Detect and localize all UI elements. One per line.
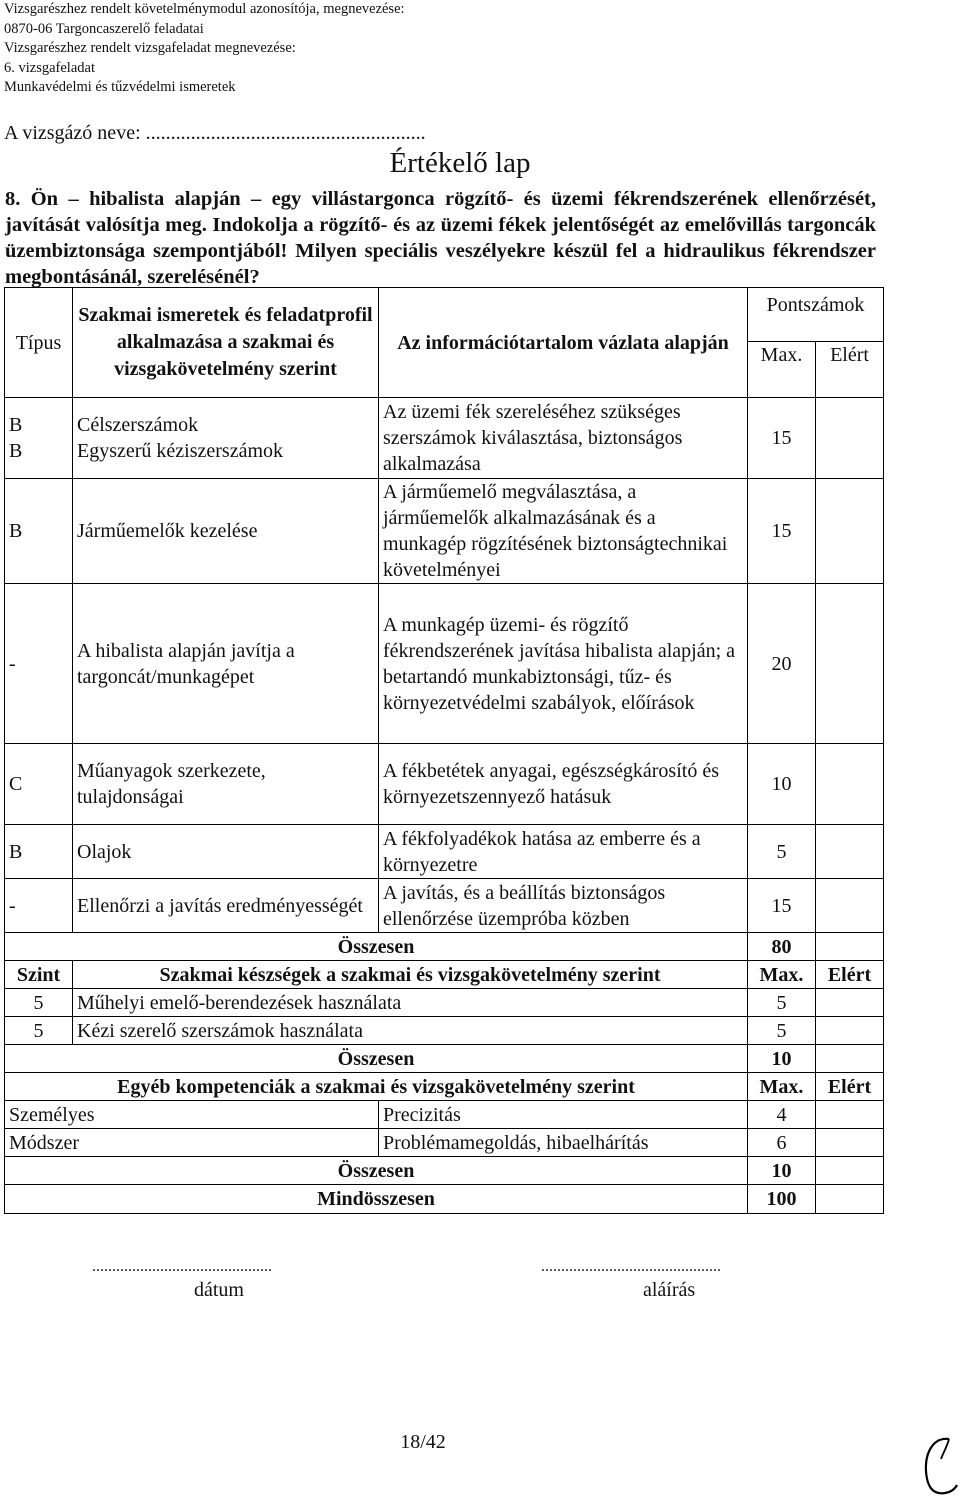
grand-total-max: 100 xyxy=(748,1185,816,1214)
skills-max-header: Max. xyxy=(748,961,816,989)
total-row xyxy=(5,1157,884,1185)
total-achieved[interactable] xyxy=(816,1157,884,1185)
row-max: 15 xyxy=(748,398,816,479)
skill-max: 5 xyxy=(748,1017,816,1045)
signature-dots: ............................................. xyxy=(541,1258,721,1275)
table-row xyxy=(5,584,884,744)
header-achieved: Elért xyxy=(816,342,884,398)
table-row xyxy=(5,479,884,584)
row-profile: A hibalista alapján javítja a targoncát/munkagépet xyxy=(73,584,379,744)
total-max: 10 xyxy=(748,1045,816,1073)
row-info: A munkagép üzemi- és rögzítő fékrendszerének javítása hibalista alapján; a betartandó munkabiztonsági, tűz- és környezetvédelmi szabályok, előírások xyxy=(379,584,748,744)
row-type: - xyxy=(5,879,73,933)
document-header xyxy=(4,0,405,98)
header-type: Típus xyxy=(5,288,73,398)
row-achieved[interactable] xyxy=(816,398,884,479)
page-title: Értékelő lap xyxy=(389,147,531,179)
candidate-name-line: A vizsgázó neve: ........................................................ xyxy=(4,122,426,144)
row-type: B B xyxy=(5,398,73,479)
row-info: A fékfolyadékok hatása az emberre és a környezetre xyxy=(379,825,748,879)
row-max: 5 xyxy=(748,825,816,879)
row-type: - xyxy=(5,584,73,744)
row-info: A javítás, és a beállítás biztonságos ellenőrzése üzempróba közben xyxy=(379,879,748,933)
row-achieved[interactable] xyxy=(816,584,884,744)
row-max: 20 xyxy=(748,584,816,744)
total-achieved[interactable] xyxy=(816,933,884,961)
skill-name: Kézi szerelő szerszámok használata xyxy=(73,1017,748,1045)
skill-achieved[interactable] xyxy=(816,1017,884,1045)
row-profile: Olajok xyxy=(73,825,379,879)
skill-level: 5 xyxy=(5,1017,73,1045)
header-points: Pontszámok xyxy=(748,288,884,342)
other-row xyxy=(5,1129,884,1157)
row-max: 15 xyxy=(748,479,816,584)
skill-row xyxy=(5,989,884,1017)
row-achieved[interactable] xyxy=(816,744,884,825)
skill-name: Műhelyi emelő-berendezések használata xyxy=(73,989,748,1017)
header-line: 0870-06 Targoncaszerelő feladatai xyxy=(4,20,204,37)
row-info: A járműemelő megválasztása, a járműemelők alkalmazásának és a munkagép rögzítésének biztonságtechnikai követelményei xyxy=(379,479,748,584)
other-name: Problémamegoldás, hibaelhárítás xyxy=(379,1129,748,1157)
grand-total-label: Mindösszesen xyxy=(5,1185,748,1214)
date-dots: ............................................. xyxy=(92,1258,272,1275)
other-max: 6 xyxy=(748,1129,816,1157)
other-achieved[interactable] xyxy=(816,1101,884,1129)
other-header-row xyxy=(5,1073,884,1101)
other-max: 4 xyxy=(748,1101,816,1129)
other-achieved-header: Elért xyxy=(816,1073,884,1101)
skills-header-row xyxy=(5,961,884,989)
row-profile: Ellenőrzi a javítás eredményességét xyxy=(73,879,379,933)
signature-label: aláírás xyxy=(643,1279,696,1301)
header-line: Vizsgarészhez rendelt vizsgafeladat megnevezése: xyxy=(4,40,296,56)
row-profile: Járműemelők kezelése xyxy=(73,479,379,584)
other-row xyxy=(5,1101,884,1129)
total-label: Összesen xyxy=(5,1157,748,1185)
row-profile: Műanyagok szerkezete, tulajdonságai xyxy=(73,744,379,825)
header-info: Az információtartalom vázlata alapján xyxy=(379,288,748,398)
header-line: 6. vizsgafeladat xyxy=(4,59,95,76)
row-achieved[interactable] xyxy=(816,879,884,933)
handwritten-initial xyxy=(919,1433,959,1501)
row-max: 10 xyxy=(748,744,816,825)
skill-max: 5 xyxy=(748,989,816,1017)
row-max: 15 xyxy=(748,879,816,933)
table-row xyxy=(5,398,884,479)
row-achieved[interactable] xyxy=(816,479,884,584)
skill-level: 5 xyxy=(5,989,73,1017)
skills-title: Szakmai készségek a szakmai és vizsgakövetelmény szerint xyxy=(73,961,748,989)
header-profile: Szakmai ismeretek és feladatprofil alkalmazása a szakmai és vizsgakövetelmény szerint xyxy=(73,288,379,398)
page-number: 18/42 xyxy=(400,1431,446,1453)
row-type: C xyxy=(5,744,73,825)
other-title: Egyéb kompetenciák a szakmai és vizsgakövetelmény szerint xyxy=(5,1073,748,1101)
total-row xyxy=(5,1045,884,1073)
skills-achieved-header: Elért xyxy=(816,961,884,989)
other-name: Precizitás xyxy=(379,1101,748,1129)
row-achieved[interactable] xyxy=(816,825,884,879)
grand-total-achieved[interactable] xyxy=(816,1185,884,1214)
grand-total-row xyxy=(5,1185,884,1214)
other-category: Módszer xyxy=(5,1129,379,1157)
header-line: Vizsgarészhez rendelt követelménymodul azonosítója, megnevezése: xyxy=(4,1,405,17)
total-row xyxy=(5,933,884,961)
other-max-header: Max. xyxy=(748,1073,816,1101)
other-category: Személyes xyxy=(5,1101,379,1129)
header-line: Munkavédelmi és tűzvédelmi ismeretek xyxy=(4,79,236,95)
total-max: 80 xyxy=(748,933,816,961)
total-label: Összesen xyxy=(5,933,748,961)
header-max: Max. xyxy=(748,342,816,398)
total-max: 10 xyxy=(748,1157,816,1185)
evaluation-table xyxy=(4,287,884,1214)
row-profile: Célszerszámok Egyszerű kéziszerszámok xyxy=(73,398,379,479)
row-type: B xyxy=(5,479,73,584)
skill-row xyxy=(5,1017,884,1045)
row-info: Az üzemi fék szereléséhez szükséges szerszámok kiválasztása, biztonságos alkalmazása xyxy=(379,398,748,479)
table-row xyxy=(5,744,884,825)
task-question: 8. Ön – hibalista alapján – egy villástargonca rögzítő- és üzemi fékrendszerének ellenőrzését, javítását valósítja meg. Indokolja a rögzítő- és az üzemi fékek jelentőségét az emelővillás targoncák üzembiztonsága szempontjából! Milyen speciális veszélyekre készül fel a hidraulikus fékrendszer megbontásánál, szerelésénél? xyxy=(5,188,876,288)
row-info: A fékbetétek anyagai, egészségkárosító és környezetszennyező hatásuk xyxy=(379,744,748,825)
other-achieved[interactable] xyxy=(816,1129,884,1157)
total-label: Összesen xyxy=(5,1045,748,1073)
skill-achieved[interactable] xyxy=(816,989,884,1017)
table-row xyxy=(5,879,884,933)
total-achieved[interactable] xyxy=(816,1045,884,1073)
skills-level-header: Szint xyxy=(5,961,73,989)
row-type: B xyxy=(5,825,73,879)
date-label: dátum xyxy=(194,1279,244,1301)
table-row xyxy=(5,825,884,879)
